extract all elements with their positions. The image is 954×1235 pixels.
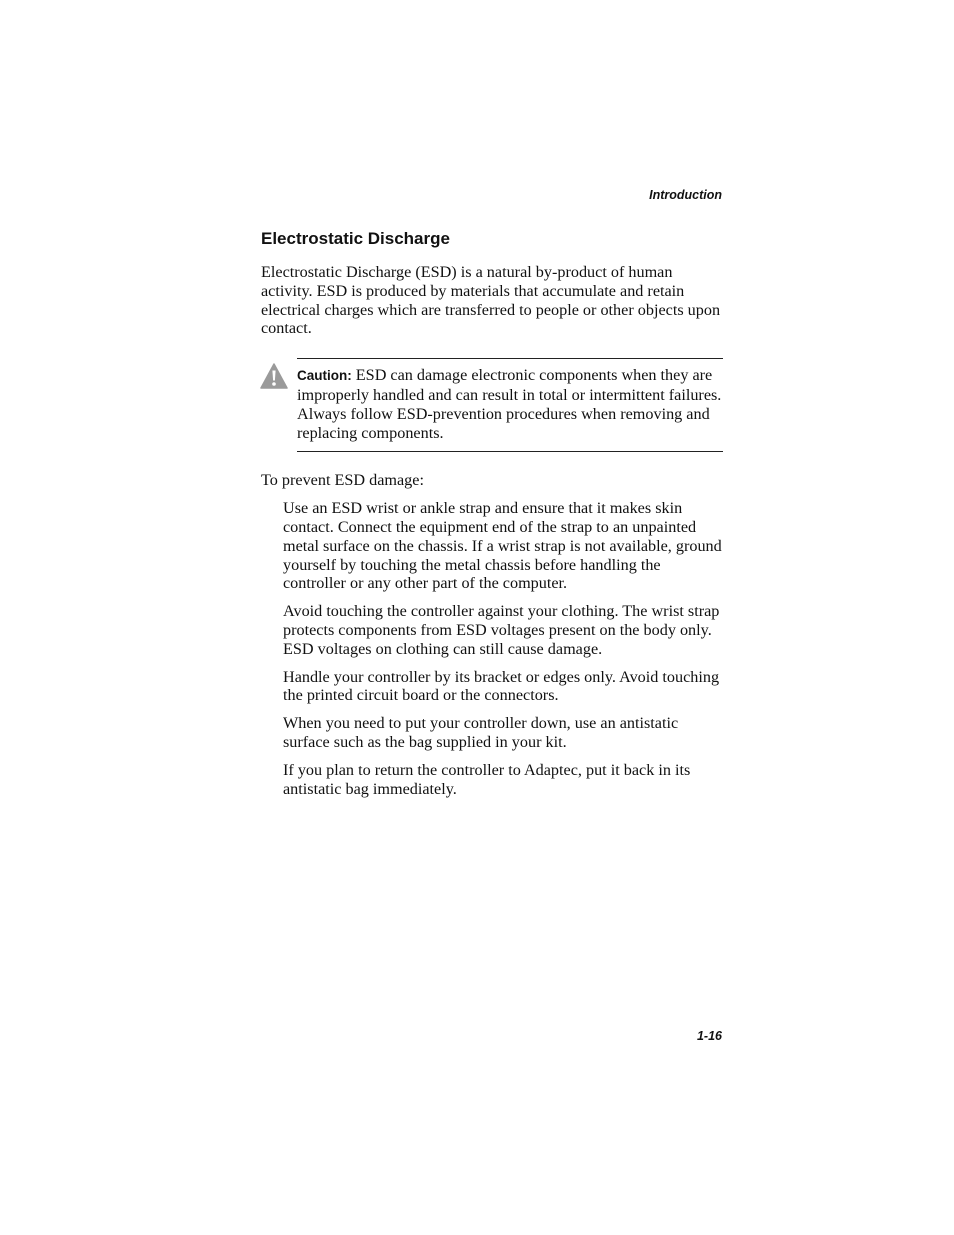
page-number: 1-16 (696, 1029, 722, 1043)
section-title: Electrostatic Discharge (261, 229, 450, 248)
warning-triangle-icon (260, 363, 288, 389)
caution-box (297, 358, 723, 452)
list-item: Use an ESD wrist or ankle strap and ensure that it makes skin contact. Connect the equipment end of the strap to an unpainted metal surface on the chassis. If a wrist strap is not available, ground yourself by touching the metal chassis before handling the controller or any other part of the computer. (283, 499, 722, 593)
list-item: Handle your controller by its bracket or edges only. Avoid touching the printed circuit board or the connectors. (283, 667, 720, 705)
page-content (261, 226, 723, 807)
caution-label: Caution: (297, 368, 352, 384)
caution-body: ESD can damage electronic components when they are improperly handled and can result in total or intermittent failures. Always follow ESD-prevention procedures when removing and replacing components. (297, 366, 722, 442)
prevention-intro: To prevent ESD damage: (261, 471, 424, 490)
intro-paragraph: Electrostatic Discharge (ESD) is a natural by-product of human activity. ESD is produced by materials that accumulate and retain electrical charges which are transferred to people or other objects upon contact. (261, 263, 721, 338)
list-item: When you need to put your controller down, use an antistatic surface such as the bag supplied in your kit. (283, 714, 679, 751)
list-item: Avoid touching the controller against your clothing. The wrist strap protects components from ESD voltages present on the body only. ESD voltages on clothing can still cause damage. (283, 602, 720, 658)
list-item: If you plan to return the controller to Adaptec, put it back in its antistatic bag immediately. (283, 760, 691, 798)
caution-text (297, 366, 723, 442)
prevention-list (283, 499, 723, 798)
running-header: Introduction (649, 188, 722, 202)
